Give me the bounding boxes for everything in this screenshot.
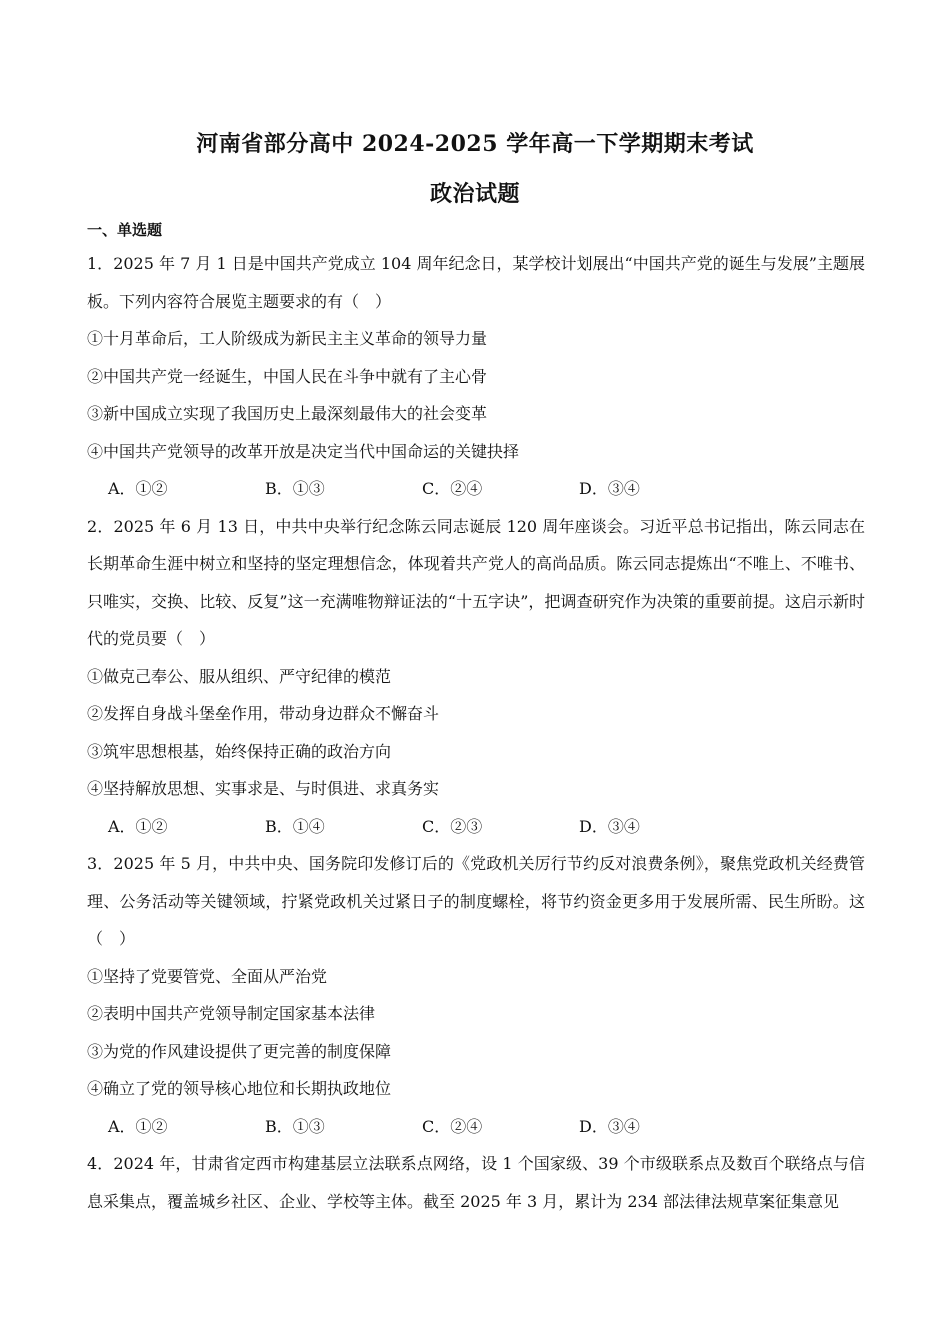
exam-title: 河南省部分高中 2024-2025 学年高一下学期期末考试 [196,131,754,157]
statement: ①做克己奉公、服从组织、严守纪律的模范 [87,666,392,686]
statement: ③为党的作风建设提供了更完善的制度保障 [87,1041,392,1061]
option-b: B．①④ [265,816,325,836]
statement: ②发挥自身战斗堡垒作用，带动身边群众不懈奋斗 [87,704,440,723]
statement: ③筑牢思想根基，始终保持正确的政治方向 [87,741,392,761]
option-d: D．③④ [579,816,640,836]
section-heading: 一、单选题 [87,221,163,239]
option-a: A．①② [108,479,168,498]
option-c: C．②③ [422,816,483,836]
option-b: B．①③ [265,479,325,498]
option-c: C．②④ [422,479,483,498]
statement: ④中国共产党领导的改革开放是决定当代中国命运的关键抉择 [87,441,520,461]
answer-options [87,470,865,508]
question-stem: 2．2025 年 6 月 13 日，中共中央举行纪念陈云同志诞辰 120 周年座谈会。习近平总书记指出，陈云同志在长期革命生涯中树立和坚持的坚定理想信念，体现着共产党人的高尚品质。陈云同志提炼出“不唯上、不唯书、只唯实，交换、比较、反复”这一充满唯物辩证法的“十五字诀”，把调查研究作为决策的重要前提。这启示新时代的党员要（ ） [87,516,865,648]
option-c: C．②④ [422,1116,483,1136]
question-3 [87,845,865,1145]
option-b: B．①③ [265,1116,325,1136]
question-list [87,245,865,1220]
statement: ②中国共产党一经诞生，中国人民在斗争中就有了主心骨 [87,366,488,386]
option-d: D．③④ [579,1116,640,1136]
question-stem: 1．2025 年 7 月 1 日是中国共产党成立 104 周年纪念日，某学校计划展出“中国共产党的诞生与发展”主题展板。下列内容符合展览主题要求的有（ ） [87,254,865,311]
option-d: D．③④ [579,479,640,498]
statement: ①十月革命后，工人阶级成为新民主主义革命的领导力量 [87,329,488,348]
question-4 [87,1145,865,1220]
question-stem: 3．2025 年 5 月，中共中央、国务院印发修订后的《党政机关厉行节约反对浪费条例》，聚焦党政机关经费管理、公务活动等关键领域，拧紧党政机关过紧日子的制度螺栓，将节约资金更多用于发展所需、民生所盼。这（ ） [87,854,865,948]
exam-subtitle: 政治试题 [429,181,520,207]
option-a: A．①② [108,1116,168,1136]
statement: ④坚持解放思想、实事求是、与时俱进、求真务实 [87,779,440,798]
question-stem: 4．2024 年，甘肃省定西市构建基层立法联系点网络，设 1 个国家级、39 个市级联系点及数百个联络点与信息采集点，覆盖城乡社区、企业、学校等主体。截至 2025 年 3 月，累计为 234 部法律法规草案征集意见 [87,1154,865,1211]
answer-options [87,1108,865,1146]
question-2 [87,508,865,846]
statement: ④确立了党的领导核心地位和长期执政地位 [87,1079,392,1098]
statement: ①坚持了党要管党、全面从严治党 [87,966,328,986]
statement: ②表明中国共产党领导制定国家基本法律 [87,1004,376,1023]
statement: ③新中国成立实现了我国历史上最深刻最伟大的社会变革 [87,404,488,423]
question-1 [87,245,865,508]
answer-options [87,808,865,846]
option-a: A．①② [108,816,168,836]
